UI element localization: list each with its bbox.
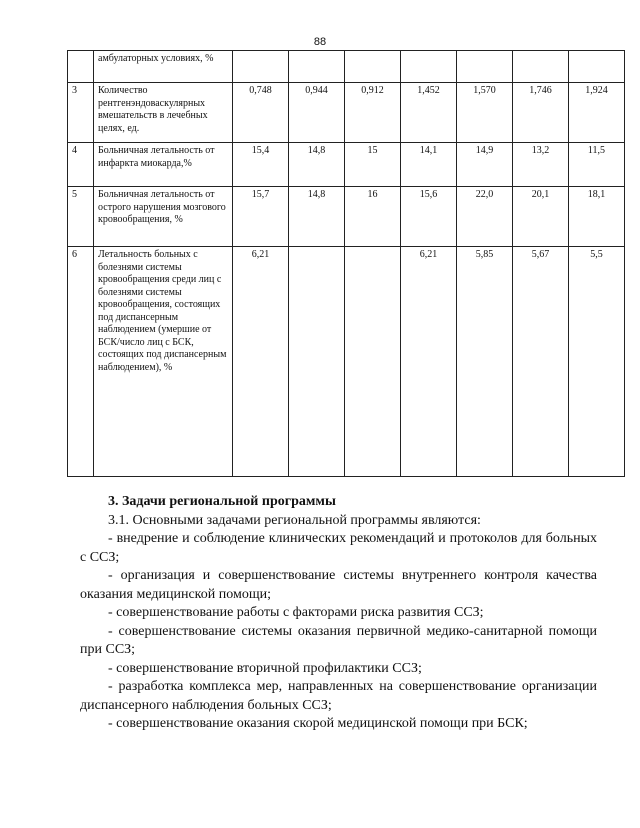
value-cell: 11,5 [569, 143, 625, 187]
value-cell: 6,21 [401, 247, 457, 477]
value-cell: 20,1 [513, 187, 569, 247]
row-number-cell: 3 [68, 83, 94, 143]
table-row [68, 83, 625, 143]
task-item: - совершенствование системы оказания первичной медико-санитарной помощи при ССЗ; [80, 623, 597, 657]
value-cell: 5,5 [569, 247, 625, 477]
value-cell [569, 51, 625, 83]
value-cell [345, 247, 401, 477]
task-item: - разработка комплекса мер, направленных на совершенствование организации диспансерного наблюдения больных ССЗ; [80, 679, 597, 713]
value-cell: 0,944 [289, 83, 345, 143]
section-intro: 3.1. Основными задачами региональной программы являются: [108, 512, 481, 528]
value-cell: 0,912 [345, 83, 401, 143]
value-cell: 1,570 [457, 83, 513, 143]
value-cell: 1,924 [569, 83, 625, 143]
value-cell [457, 51, 513, 83]
table-row [68, 247, 625, 477]
value-cell: 13,2 [513, 143, 569, 187]
value-cell: 15,4 [233, 143, 289, 187]
indicator-name-cell: амбулаторных условиях, % [94, 51, 233, 83]
value-cell [401, 51, 457, 83]
row-number-cell [68, 51, 94, 83]
indicators-table [67, 50, 625, 477]
value-cell [289, 247, 345, 477]
value-cell: 18,1 [569, 187, 625, 247]
value-cell [513, 51, 569, 83]
value-cell: 1,452 [401, 83, 457, 143]
indicator-name-cell: Больничная летальность от острого нарушения мозгового кровообращения, % [94, 187, 233, 247]
task-item: - внедрение и соблюдение клинических рекомендаций и протоколов для больных с ССЗ; [80, 531, 597, 565]
page-number: 88 [313, 36, 327, 48]
value-cell: 5,67 [513, 247, 569, 477]
task-item: - совершенствование вторичной профилактики ССЗ; [108, 660, 422, 676]
value-cell: 14,8 [289, 143, 345, 187]
row-number-cell: 5 [68, 187, 94, 247]
table-row [68, 187, 625, 247]
table-row [68, 143, 625, 187]
section-text [80, 493, 597, 734]
value-cell: 14,1 [401, 143, 457, 187]
indicator-name-cell: Количество рентгенэндоваскулярных вмешательств в лечебных целях, ед. [94, 83, 233, 143]
value-cell [233, 51, 289, 83]
task-item: - организация и совершенствование системы внутреннего контроля качества оказания медицинской помощи; [80, 568, 597, 602]
value-cell: 22,0 [457, 187, 513, 247]
task-item: - совершенствование работы с факторами риска развития ССЗ; [108, 605, 484, 620]
section-heading: 3. Задачи региональной программы [108, 494, 336, 509]
task-item: - совершенствование оказания скорой медицинской помощи при БСК; [108, 716, 528, 731]
row-number-cell: 6 [68, 247, 94, 477]
value-cell: 15 [345, 143, 401, 187]
table-row [68, 51, 625, 83]
value-cell [345, 51, 401, 83]
value-cell: 16 [345, 187, 401, 247]
value-cell [289, 51, 345, 83]
value-cell: 14,9 [457, 143, 513, 187]
value-cell: 15,7 [233, 187, 289, 247]
row-number-cell: 4 [68, 143, 94, 187]
value-cell: 0,748 [233, 83, 289, 143]
value-cell: 1,746 [513, 83, 569, 143]
indicator-name-cell: Летальность больных с болезнями системы кровообращения среди лиц с болезнями системы кровообращения, состоящих под диспансерным наблюдением (умершие от БСК/число лиц с БСК, состоящих под диспансерным наблюдением), % [94, 247, 233, 477]
value-cell: 6,21 [233, 247, 289, 477]
value-cell: 14,8 [289, 187, 345, 247]
indicator-name-cell: Больничная летальность от инфаркта миокарда,% [94, 143, 233, 187]
value-cell: 15,6 [401, 187, 457, 247]
value-cell: 5,85 [457, 247, 513, 477]
